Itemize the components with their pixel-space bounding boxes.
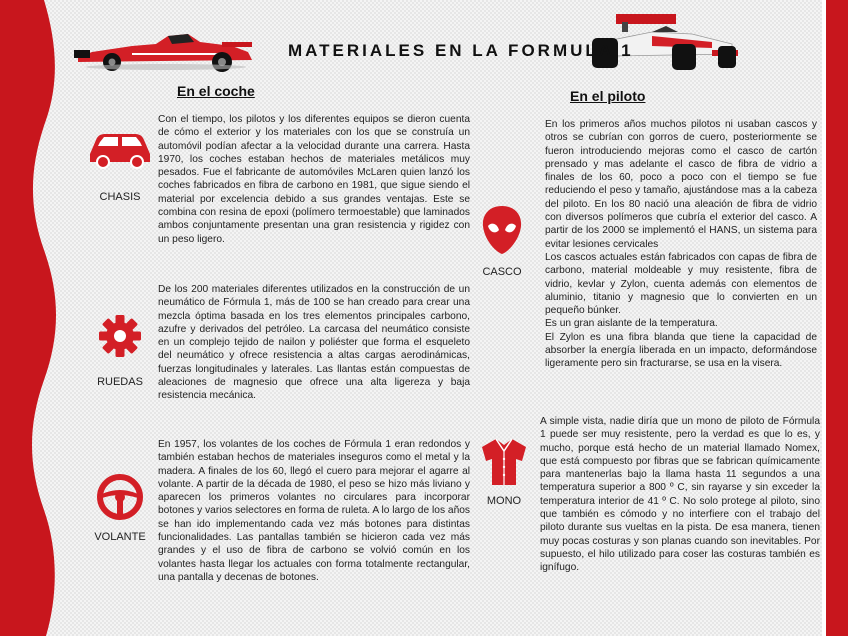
alien-head-icon: [481, 204, 523, 256]
section-title-coche: En el coche: [177, 83, 255, 99]
shirt-icon: [480, 437, 528, 487]
chasis-text: Con el tiempo, los pilotos y los diferentes equipos se dieron cuenta de cómo el exterior y los materiales con los que se construía un automóvil podían afectar a la velocidad durante una carrera. Hasta 1970, los coches estaban hechos de materiales metálicos muy pesados. Fue el fabricante de automóviles McLaren quien lanzó los coches fabricados en fibra de carbono en 1981, que sigue siendo el material por excelencia debido a sus grandes ventajas. Este se combina con resina de epoxi (polímero termoestable) que laminados ambos conjuntamente presentan una gran resistencia y rigidez con un peso ligero.: [158, 114, 470, 245]
mono-label: MONO: [486, 495, 522, 507]
section-title-piloto: En el piloto: [570, 88, 646, 104]
casco-label: CASCO: [482, 266, 522, 278]
volante-text: En 1957, los volantes de los coches de Fórmula 1 eran redondos y también estaban hechos de materiales inseguros como el metal y la madera. A finales de los 60, llegó el cuero para mejorar el agarre al volante. A partir de la década de 1980, el peso se hizo más liviano y aparecen los primeros volantes no circulares para incorporar botones y varios selectores en forma de ruleta. A lo largo de los años se han ido implementando cada vez más botones para distintas funcionalidades. Las pantallas también se hicieron cada vez más grandes y el uso de fibra de carbono se volvió común en los volantes hasta llegar los actuales con forma totalmente rectangular, una pantalla y decenas de botones.: [158, 439, 470, 583]
casco-text-4: El Zylon es una fibra blanda que tiene la capacidad de absorber la energía liberada en un impacto, deformándose ligeramente pero sin fracturarse, se usa en la visera.: [545, 331, 817, 370]
gear-icon: [99, 315, 141, 357]
casco-text-2: Los cascos actuales están fabricados con capas de fibra de carbono, material moldeable y muy resistente, fibra de vidrio, kevlar y Zylon, cuenta además con elementos de aluminio, titanio y magnesio que lo convierten en un pequeño búnker.: [545, 251, 817, 317]
ruedas-text: De los 200 materiales diferentes utilizados en la construcción de un neumático de Fórmula 1, más de 100 se han creado para crear una mezcla óptima basada en los tres elementos principales carbono, azufre y derivados del petróleo. La carcasa del neumático consiste en un complejo tejido de nailon y poliéster que forma el esqueleto del neumático y ofrece resistencia a altas cargas aerodinámicas, fuerzas longitudinales y laterales. Las llantas están compuestas de aleaciones de magnesio que ofrece una alta ligereza y baja resistencia mecánica.: [158, 284, 470, 402]
left-wave-border: [0, 0, 70, 636]
mono-text: A simple vista, nadie diría que un mono de piloto de Fórmula 1 puede ser muy resistente, pero la verdad es que lo es, y mucho, porque está hecho de un material llamado Nomex, que está compuesto por fibras que se fabrican químicamente para mantenerlas bajo la llama hasta 11 segundos a una temperatura superior a 800 º C, sin rayarse y sin exceder la temperatura interior de 41 º C. No solo protege al piloto, sino que también es cómodo y no interfiere con el trabajo del piloto durante sus vueltas en la pista. De esa manera, tienen muy pocas costuras y son planas cuando son inevitables. Por supuesto, el hilo utilizado para coser las costuras también es ignífugo.: [540, 416, 820, 574]
ruedas-label: RUEDAS: [97, 376, 143, 388]
page-title: MATERIALES EN LA FORMULA 1: [288, 41, 634, 60]
casco-text-block: [545, 118, 817, 371]
right-border-band: [826, 0, 848, 636]
red-race-car-image: [72, 24, 260, 72]
casco-text-3: Es un gran aislante de la temperatura.: [545, 318, 718, 330]
casco-text: En los primeros años muchos pilotos ni usaban cascos y otros se cubrían con gorros de cuero, posteriormente se fueron introduciendo mejoras como el casco de cartón prensado y mas adelante el casco de fibra de vidrio a finales de los 60, poco a poco con el tiempo se fue reduciendo el peso y tamaño, ajustándose mas a la cabeza del piloto. En los 80 nació una aleación de fibra de vidrio con diversos polímeros que cubría el exterior del casco. A partir de los 2000 se implementó el HANS, un sistema para evitar lesiones cervicales: [545, 119, 817, 250]
volante-label: VOLANTE: [94, 531, 146, 543]
steering-wheel-icon: [97, 474, 143, 520]
chasis-label: CHASIS: [99, 191, 141, 203]
car-icon: [86, 130, 154, 170]
